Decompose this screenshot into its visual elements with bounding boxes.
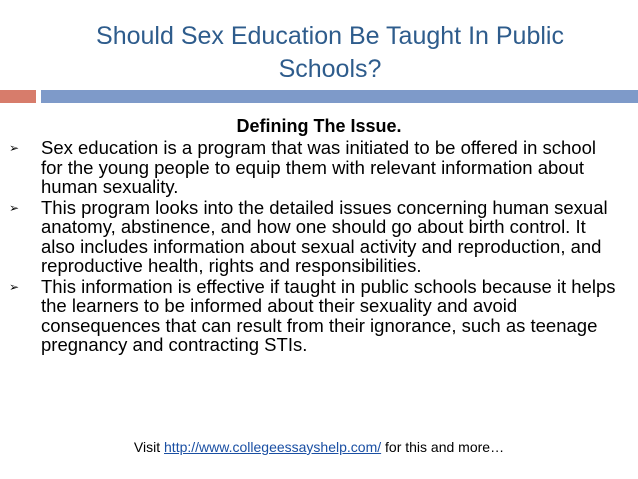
bullet-item	[0, 138, 638, 197]
accent-bar-left	[0, 90, 36, 103]
footer-note	[0, 438, 638, 456]
arrow-bullet-icon: ➢	[9, 200, 20, 215]
arrow-bullet-icon: ➢	[9, 279, 20, 294]
footer-suffix: for this and more…	[381, 439, 505, 455]
accent-bar-right	[41, 90, 638, 103]
bullet-item	[0, 277, 638, 355]
slide-title: Should Sex Education Be Taught In Public Schools?	[96, 22, 564, 83]
bullet-text: Sex education is a program that was initiated to be offered in school for the young people to equip them with relevant information about human sexuality.	[41, 137, 596, 197]
bullet-item	[0, 198, 638, 276]
section-heading: Defining The Issue.	[236, 116, 402, 136]
arrow-bullet-icon: ➢	[9, 141, 20, 155]
bullet-text: This program looks into the detailed issues concerning human sexual anatomy, abstinence, and how one should go about birth control. It also includes information about sexual activity and reproduction, and reproductive health, rights and responsibilities.	[41, 196, 608, 276]
bullet-text: This information is effective if taught in public schools because it helps the learners to be informed about their sexuality and avoid consequences that can result from their ignorance, such as teenage pregnancy and contracting STIs.	[41, 275, 616, 355]
footer-prefix: Visit	[133, 439, 165, 455]
bullet-list	[0, 138, 638, 356]
website-link[interactable]: http://www.collegeessayshelp.com/	[164, 439, 382, 455]
